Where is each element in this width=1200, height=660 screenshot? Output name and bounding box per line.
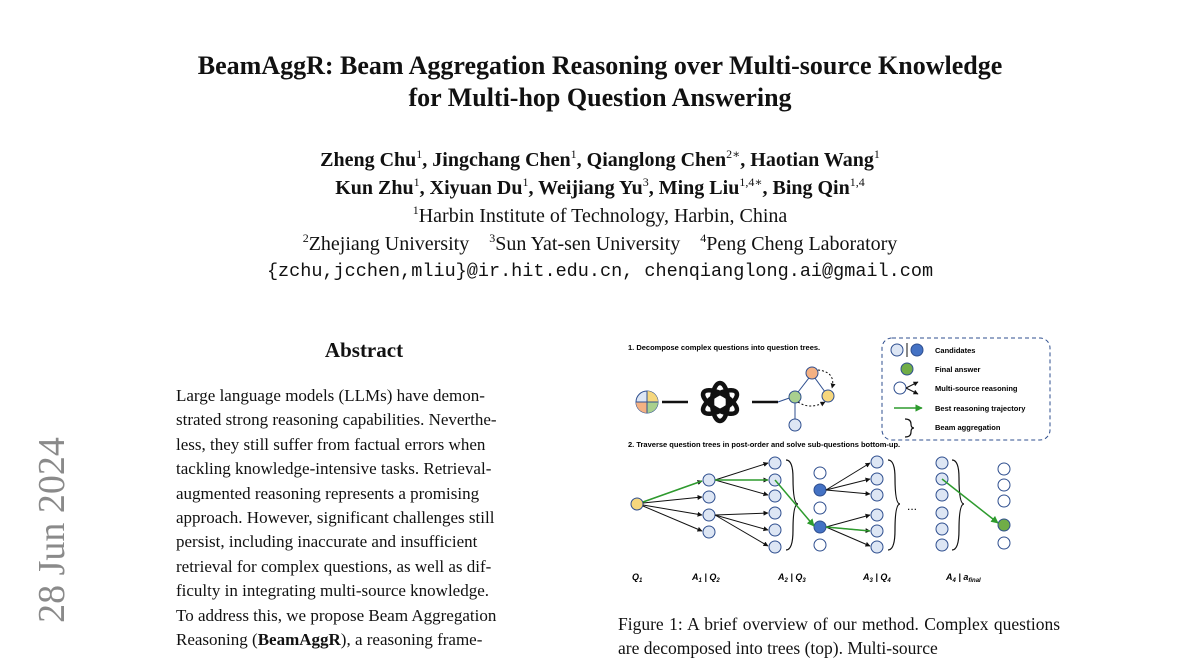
affiliation-3-text: Sun Yat-sen University [495, 233, 681, 255]
author-name: Jingchang Chen [432, 149, 571, 171]
author-affiliation-mark: 1 [570, 147, 577, 161]
abstract-line: strated strong reasoning capabilities. Neverthe- [176, 410, 497, 430]
label-a4-afinal: $A_4$ | $a_{final}$ [946, 572, 981, 584]
method-overview-figure [620, 332, 1060, 592]
author-affiliation-mark: 2∗ [726, 147, 741, 161]
affiliation-1 [0, 202, 1200, 230]
label-q1: $Q_1$ [632, 572, 643, 584]
authors-line-1: Zheng Chu$^1$, Jingchang Chen$^1$, Qianglong Chen$^{2∗}$, Haotian Wang$^1$ [320, 147, 880, 171]
author-affiliation-mark: 1 [416, 147, 423, 161]
abstract-line: less, they still suffer from factual errors when [176, 434, 486, 454]
arxiv-date-text: 28 Jun 2024 [31, 437, 73, 623]
abstract-line-start: Reasoning ( [176, 630, 258, 650]
abstract-line: tackling knowledge-intensive tasks. Retrieval- [176, 459, 492, 479]
affiliation-2-text: Zhejiang University [308, 233, 470, 255]
legend-best-trajectory: Best reasoning trajectory [935, 404, 1026, 413]
author-affiliation-mark: 3 [642, 175, 649, 189]
method-name: BeamAggR [257, 630, 341, 650]
affiliation-1-sup: 1 [412, 203, 419, 217]
author-name: Bing Qin [772, 177, 850, 199]
author-affiliation-mark: 1 [873, 147, 880, 161]
figure-ellipsis: ... [907, 499, 918, 513]
affiliation-2 [0, 230, 1200, 258]
affiliation-4-sup: 4 [700, 231, 707, 245]
abstract-line: augmented reasoning represents a promising [176, 483, 480, 503]
abstract-line [176, 628, 550, 652]
title-line-1: BeamAggR: Beam Aggregation Reasoning over Multi-source Knowledge [197, 51, 1003, 80]
abstract-line-end: ), a reasoning frame- [340, 630, 483, 650]
author-block [0, 146, 1200, 286]
author-name: Kun Zhu [335, 177, 414, 199]
author-affiliation-mark: 1 [522, 175, 529, 189]
abstract-heading: Abstract [324, 338, 404, 362]
affiliation-4-text: Peng Cheng Laboratory [706, 233, 898, 255]
arxiv-date-stamp [30, 430, 74, 630]
question-tree-icon [778, 367, 834, 431]
figure-step-1: 1. Decompose complex questions into question trees. [628, 343, 821, 352]
legend-multi-source: Multi-source reasoning [935, 384, 1018, 393]
affiliation-2-sup: 2 [302, 231, 309, 245]
author-name: Ming Liu [658, 177, 740, 199]
author-name: Zheng Chu [320, 149, 417, 171]
legend-final-answer: Final answer [935, 365, 981, 374]
legend-candidates: Candidates [935, 346, 976, 355]
abstract-line: To address this, we propose Beam Aggregation [176, 605, 497, 625]
abstract-line: Large language models (LLMs) have demon- [176, 386, 485, 405]
llm-logo-icon [700, 383, 741, 421]
abstract-body [176, 384, 550, 652]
author-affiliation-mark: 1,4∗ [739, 175, 763, 189]
author-name: Weijiang Yu [538, 177, 643, 199]
decompose-arrow [798, 402, 825, 406]
abstract-line: retrieval for complex questions, as well as dif- [176, 556, 492, 576]
figure-caption: Figure 1: A brief overview of our method. Complex questions are decomposed into trees (top). Multi-source [618, 614, 1060, 658]
abstract-line: ficulty in integrating multi-source knowledge. [176, 581, 490, 601]
author-name: Haotian Wang [750, 149, 874, 171]
legend-beam-aggregation: Beam aggregation [935, 423, 1001, 432]
author-emails: {zchu,jcchen,mliu}@ir.hit.edu.cn, chenqianglong.ai@gmail.com [266, 261, 934, 282]
label-a1-q2: $A_1$ | $Q_2$ [692, 572, 720, 584]
label-a3-q4: $A_3$ | $Q_4$ [863, 572, 891, 584]
step-labels [632, 572, 981, 584]
affiliation-1-text: Harbin Institute of Technology, Harbin, China [418, 205, 788, 227]
author-affiliation-mark: 1,4 [849, 175, 865, 189]
author-affiliation-mark: 1 [413, 175, 420, 189]
label-a2-q3: $A_2$ | $Q_3$ [778, 572, 806, 584]
paper-title [0, 50, 1200, 114]
abstract-line: persist, including inaccurate and insufficient [176, 532, 478, 552]
authors-line-2: Kun Zhu$^1$, Xiyuan Du$^1$, Weijiang Yu$^3$, Ming Liu$^{1,4∗}$, Bing Qin$^{1,4}$ [335, 175, 865, 199]
title-line-2: for Multi-hop Question Answering [408, 83, 792, 112]
complex-question-icon [636, 391, 658, 413]
author-name: Qianglong Chen [586, 149, 727, 171]
figure-step-2: 2. Traverse question trees in post-order and solve sub-questions bottom-up. [628, 440, 901, 449]
author-name: Xiyuan Du [429, 177, 523, 199]
abstract-line: approach. However, significant challenges still [176, 508, 495, 528]
beam-trees [631, 456, 1010, 553]
figure-legend [882, 338, 1050, 440]
affiliation-3-sup: 3 [489, 231, 496, 245]
